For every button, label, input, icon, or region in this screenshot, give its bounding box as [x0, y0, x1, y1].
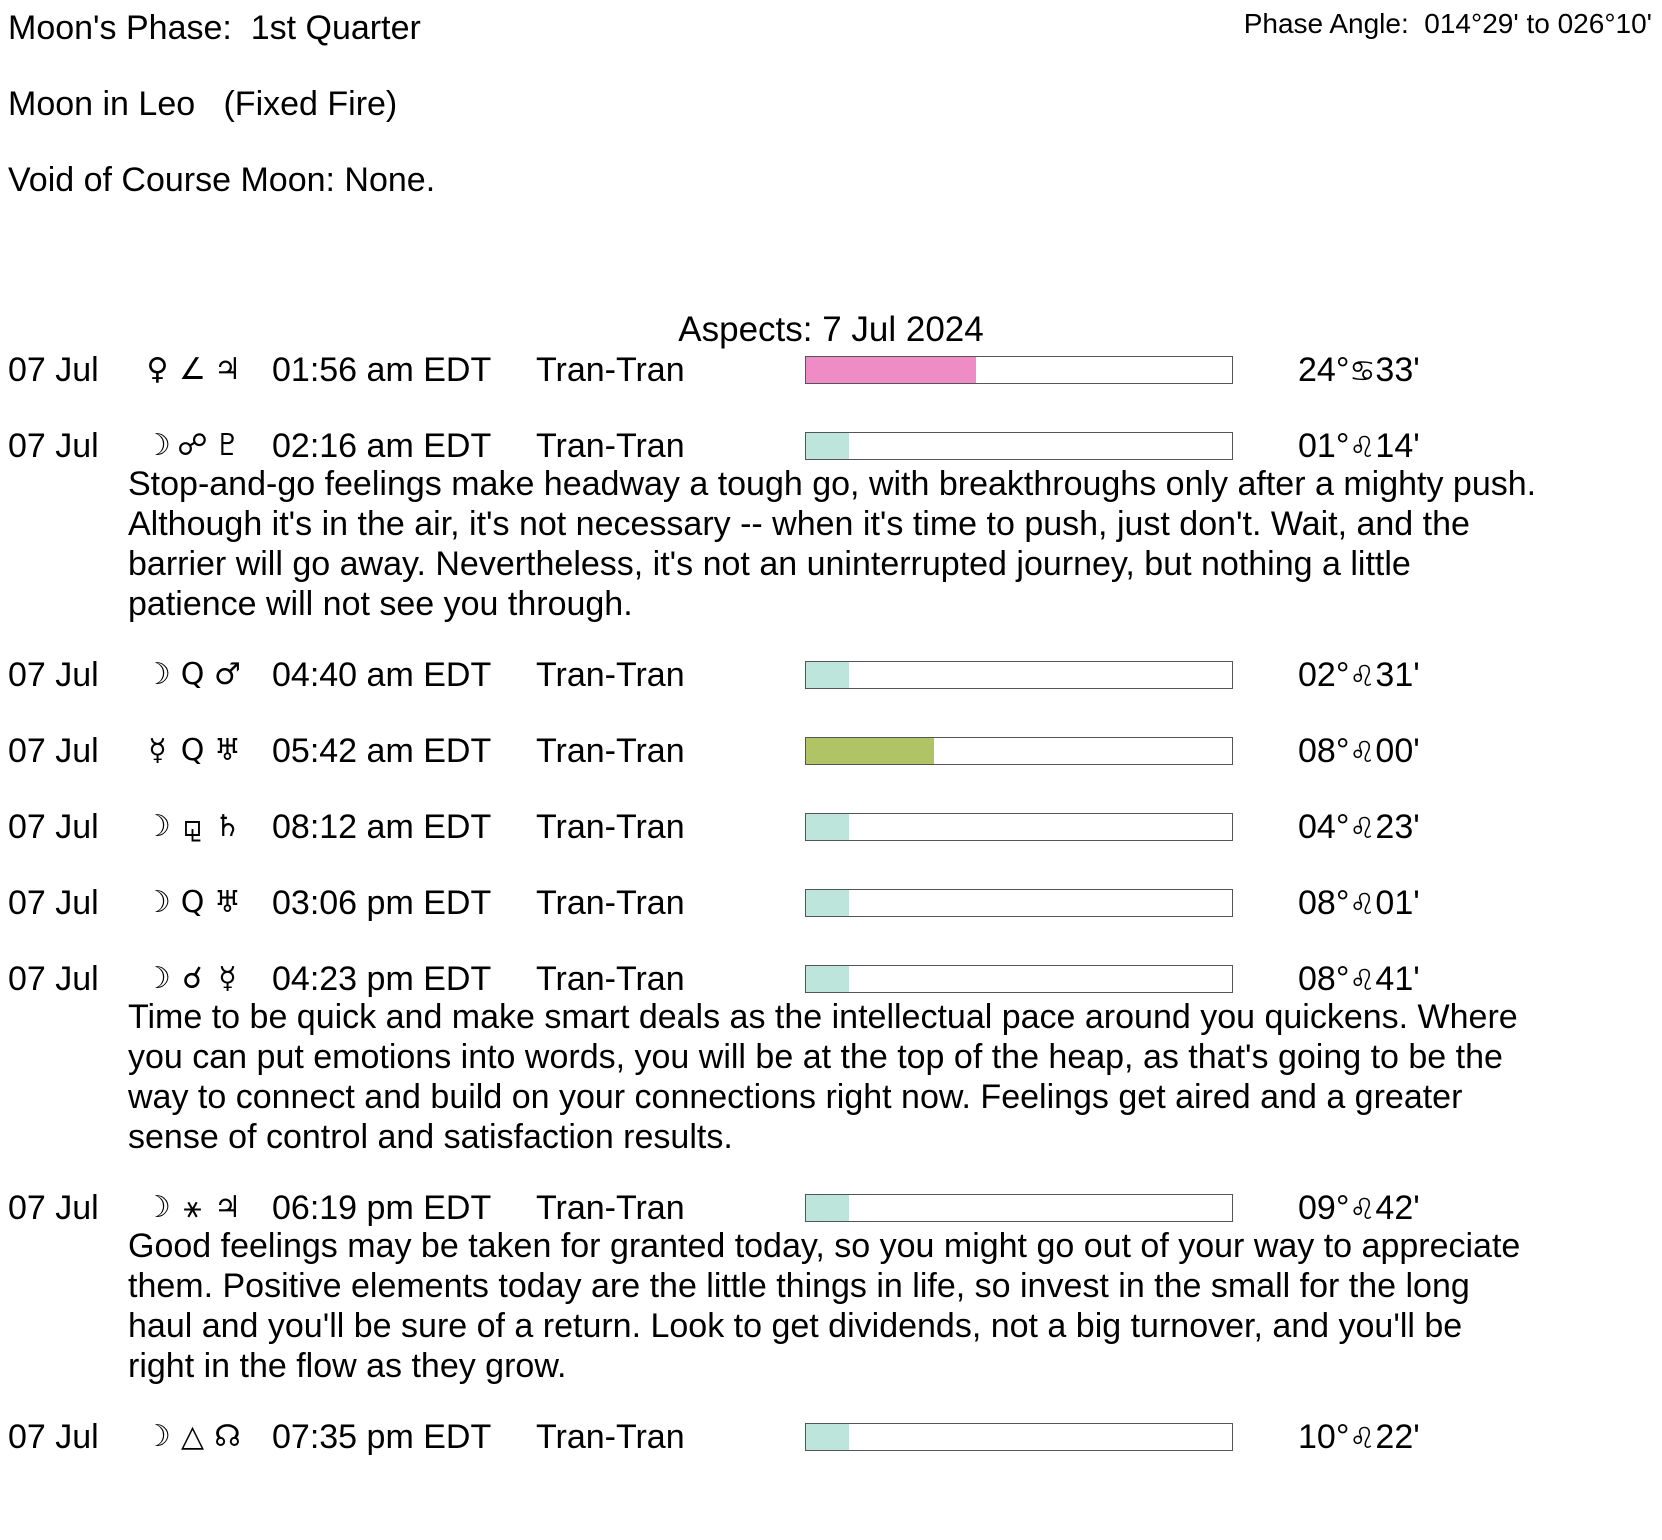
position-degree: 08°: [1298, 884, 1350, 922]
aspect-time: 02:16 am EDT: [272, 427, 492, 465]
aspect-glyphs: [140, 655, 245, 695]
leo-icon: ♌: [1349, 963, 1376, 997]
aspect-date: 07 Jul: [8, 808, 99, 846]
aspect-glyphs: [140, 731, 245, 771]
position-minutes: 14': [1375, 427, 1420, 465]
aspect-kind: Tran-Tran: [536, 808, 685, 846]
aspect-date: 07 Jul: [8, 427, 99, 465]
strength-bar: [805, 813, 1233, 841]
aspect-position: [1298, 1188, 1420, 1229]
aspect-kind: Tran-Tran: [536, 351, 685, 389]
strength-bar-fill: [806, 1424, 849, 1450]
position-minutes: 42': [1375, 1189, 1420, 1227]
void-of-course: Void of Course Moon: None.: [8, 161, 436, 199]
uranus-icon: ♅: [214, 733, 241, 768]
leo-icon: ♌: [1349, 887, 1376, 921]
aspect-time: 01:56 am EDT: [272, 351, 492, 389]
strength-bar-fill: [806, 738, 934, 764]
saturn-icon: ♄: [214, 809, 241, 844]
aspect-kind: Tran-Tran: [536, 732, 685, 770]
strength-bar: [805, 737, 1233, 765]
strength-bar: [805, 889, 1233, 917]
aspect-time: 03:06 pm EDT: [272, 884, 492, 922]
aspect-position: [1298, 655, 1420, 696]
aspect-time: 04:40 am EDT: [272, 656, 492, 694]
aspect-description: Time to be quick and make smart deals as the intellectual pace around you quickens. Where you can put emotions into words, you will be at the top of the heap, as that's going to be the way to connect and build on your connections right now. Feelings get aired and a greater sense of control and satisfaction results.: [128, 998, 1518, 1156]
aspect-kind: Tran-Tran: [536, 1189, 685, 1227]
strength-bar-fill: [806, 814, 849, 840]
aspect-date: 07 Jul: [8, 1418, 99, 1456]
aspect-row: [0, 1417, 1662, 1457]
jupiter-icon: ♃: [214, 1190, 241, 1225]
position-degree: 08°: [1298, 960, 1350, 998]
aspect-kind: Tran-Tran: [536, 1418, 685, 1456]
position-degree: 02°: [1298, 656, 1350, 694]
aspect-row: [0, 731, 1662, 771]
strength-bar-fill: [806, 357, 976, 383]
sextile-icon: ⚹: [183, 1190, 202, 1225]
aspect-time: 06:19 pm EDT: [272, 1189, 492, 1227]
aspect-row: [0, 807, 1662, 847]
quintile-icon: Q: [180, 885, 205, 920]
moon-icon: ☽: [144, 961, 171, 996]
aspect-position: [1298, 426, 1420, 467]
strength-bar: [805, 965, 1233, 993]
mars-icon: ♂: [214, 657, 241, 692]
leo-icon: ♌: [1349, 811, 1376, 845]
aspect-date: 07 Jul: [8, 656, 99, 694]
strength-bar: [805, 1423, 1233, 1451]
aspect-row: [0, 1188, 1662, 1228]
aspect-position: [1298, 731, 1420, 772]
aspect-date: 07 Jul: [8, 960, 99, 998]
position-minutes: 22': [1375, 1418, 1420, 1456]
strength-bar-fill: [806, 433, 849, 459]
position-minutes: 00': [1375, 732, 1420, 770]
aspect-row: [0, 350, 1662, 390]
position-minutes: 41': [1375, 960, 1420, 998]
semisquare-icon: ∠: [179, 352, 206, 387]
aspect-row: [0, 426, 1662, 466]
aspect-date: 07 Jul: [8, 884, 99, 922]
moon-phase: Moon's Phase: 1st Quarter: [8, 9, 421, 47]
strength-bar: [805, 356, 1233, 384]
strength-bar: [805, 661, 1233, 689]
mercury-icon: ☿: [218, 961, 237, 996]
moon-icon: ☽: [144, 1419, 171, 1454]
opposition-icon: ☍: [177, 428, 208, 463]
aspect-glyphs: [140, 1417, 245, 1457]
quintile-icon: Q: [180, 733, 205, 768]
leo-icon: ♌: [1349, 430, 1376, 464]
aspect-position: [1298, 959, 1420, 1000]
jupiter-icon: ♃: [214, 352, 241, 387]
aspect-time: 08:12 am EDT: [272, 808, 492, 846]
aspect-date: 07 Jul: [8, 351, 99, 389]
aspect-date: 07 Jul: [8, 1189, 99, 1227]
aspect-kind: Tran-Tran: [536, 960, 685, 998]
aspect-position: [1298, 807, 1420, 848]
position-degree: 04°: [1298, 808, 1350, 846]
aspect-glyphs: [140, 426, 245, 466]
moon-icon: ☽: [144, 809, 171, 844]
aspect-time: 04:23 pm EDT: [272, 960, 492, 998]
moon-icon: ☽: [144, 657, 171, 692]
strength-bar: [805, 1194, 1233, 1222]
sesquiquadrate-icon: ⚼: [182, 809, 203, 844]
position-minutes: 31': [1375, 656, 1420, 694]
trine-icon: △: [180, 1419, 205, 1454]
aspect-kind: Tran-Tran: [536, 427, 685, 465]
conjunction-icon: ☌: [182, 961, 203, 996]
strength-bar-fill: [806, 662, 849, 688]
moon-icon: ☽: [144, 885, 171, 920]
aspect-glyphs: [140, 1188, 245, 1228]
strength-bar-fill: [806, 890, 849, 916]
position-degree: 24°: [1298, 351, 1350, 389]
aspect-position: [1298, 1417, 1420, 1458]
aspect-row: [0, 883, 1662, 923]
strength-bar-fill: [806, 966, 849, 992]
venus-icon: ♀: [146, 352, 169, 387]
aspect-glyphs: [140, 350, 245, 390]
phase-angle: Phase Angle: 014°29' to 026°10': [1243, 8, 1652, 39]
position-degree: 09°: [1298, 1189, 1350, 1227]
uranus-icon: ♅: [214, 885, 241, 920]
position-degree: 01°: [1298, 427, 1350, 465]
leo-icon: ♌: [1349, 735, 1376, 769]
aspect-row: [0, 959, 1662, 999]
quintile-icon: Q: [180, 657, 205, 692]
cancer-icon: ♋: [1349, 354, 1376, 388]
position-minutes: 01': [1375, 884, 1420, 922]
strength-bar: [805, 432, 1233, 460]
pluto-icon: ♇: [214, 428, 241, 463]
aspect-date: 07 Jul: [8, 732, 99, 770]
position-degree: 10°: [1298, 1418, 1350, 1456]
aspect-description: Stop-and-go feelings make headway a tough go, with breakthroughs only after a mighty push. Although it's in the air, it's not necessary -- when it's time to push, just don't. Wait, and the barrier will go away. Nevertheless, it's not an uninterrupted journey, but nothing a little patience will not see you through.: [128, 465, 1537, 623]
position-minutes: 23': [1375, 808, 1420, 846]
aspect-kind: Tran-Tran: [536, 656, 685, 694]
leo-icon: ♌: [1349, 1421, 1376, 1455]
strength-bar-fill: [806, 1195, 849, 1221]
north-node-icon: ☊: [214, 1419, 241, 1454]
moon-icon: ☽: [144, 1190, 171, 1225]
aspect-position: [1298, 350, 1420, 391]
aspect-description: Good feelings may be taken for granted today, so you might go out of your way to appreciate them. Positive elements today are the little things in life, so invest in the small for the long haul and you'll be sure of a return. Look to get dividends, not a big turnover, and you'll be right in the flow as they grow.: [128, 1227, 1521, 1385]
position-minutes: 33': [1375, 351, 1420, 389]
leo-icon: ♌: [1349, 659, 1376, 693]
aspect-glyphs: [140, 883, 245, 923]
aspect-kind: Tran-Tran: [536, 884, 685, 922]
moon-sign: Moon in Leo (Fixed Fire): [8, 85, 398, 123]
aspect-glyphs: [140, 959, 245, 999]
aspect-position: [1298, 883, 1420, 924]
mercury-icon: ☿: [148, 733, 167, 768]
aspect-time: 07:35 pm EDT: [272, 1418, 492, 1456]
position-degree: 08°: [1298, 732, 1350, 770]
aspect-row: [0, 655, 1662, 695]
aspects-title: Aspects: 7 Jul 2024: [678, 310, 984, 349]
aspect-time: 05:42 am EDT: [272, 732, 492, 770]
moon-icon: ☽: [144, 428, 171, 463]
leo-icon: ♌: [1349, 1192, 1376, 1226]
aspect-glyphs: [140, 807, 245, 847]
